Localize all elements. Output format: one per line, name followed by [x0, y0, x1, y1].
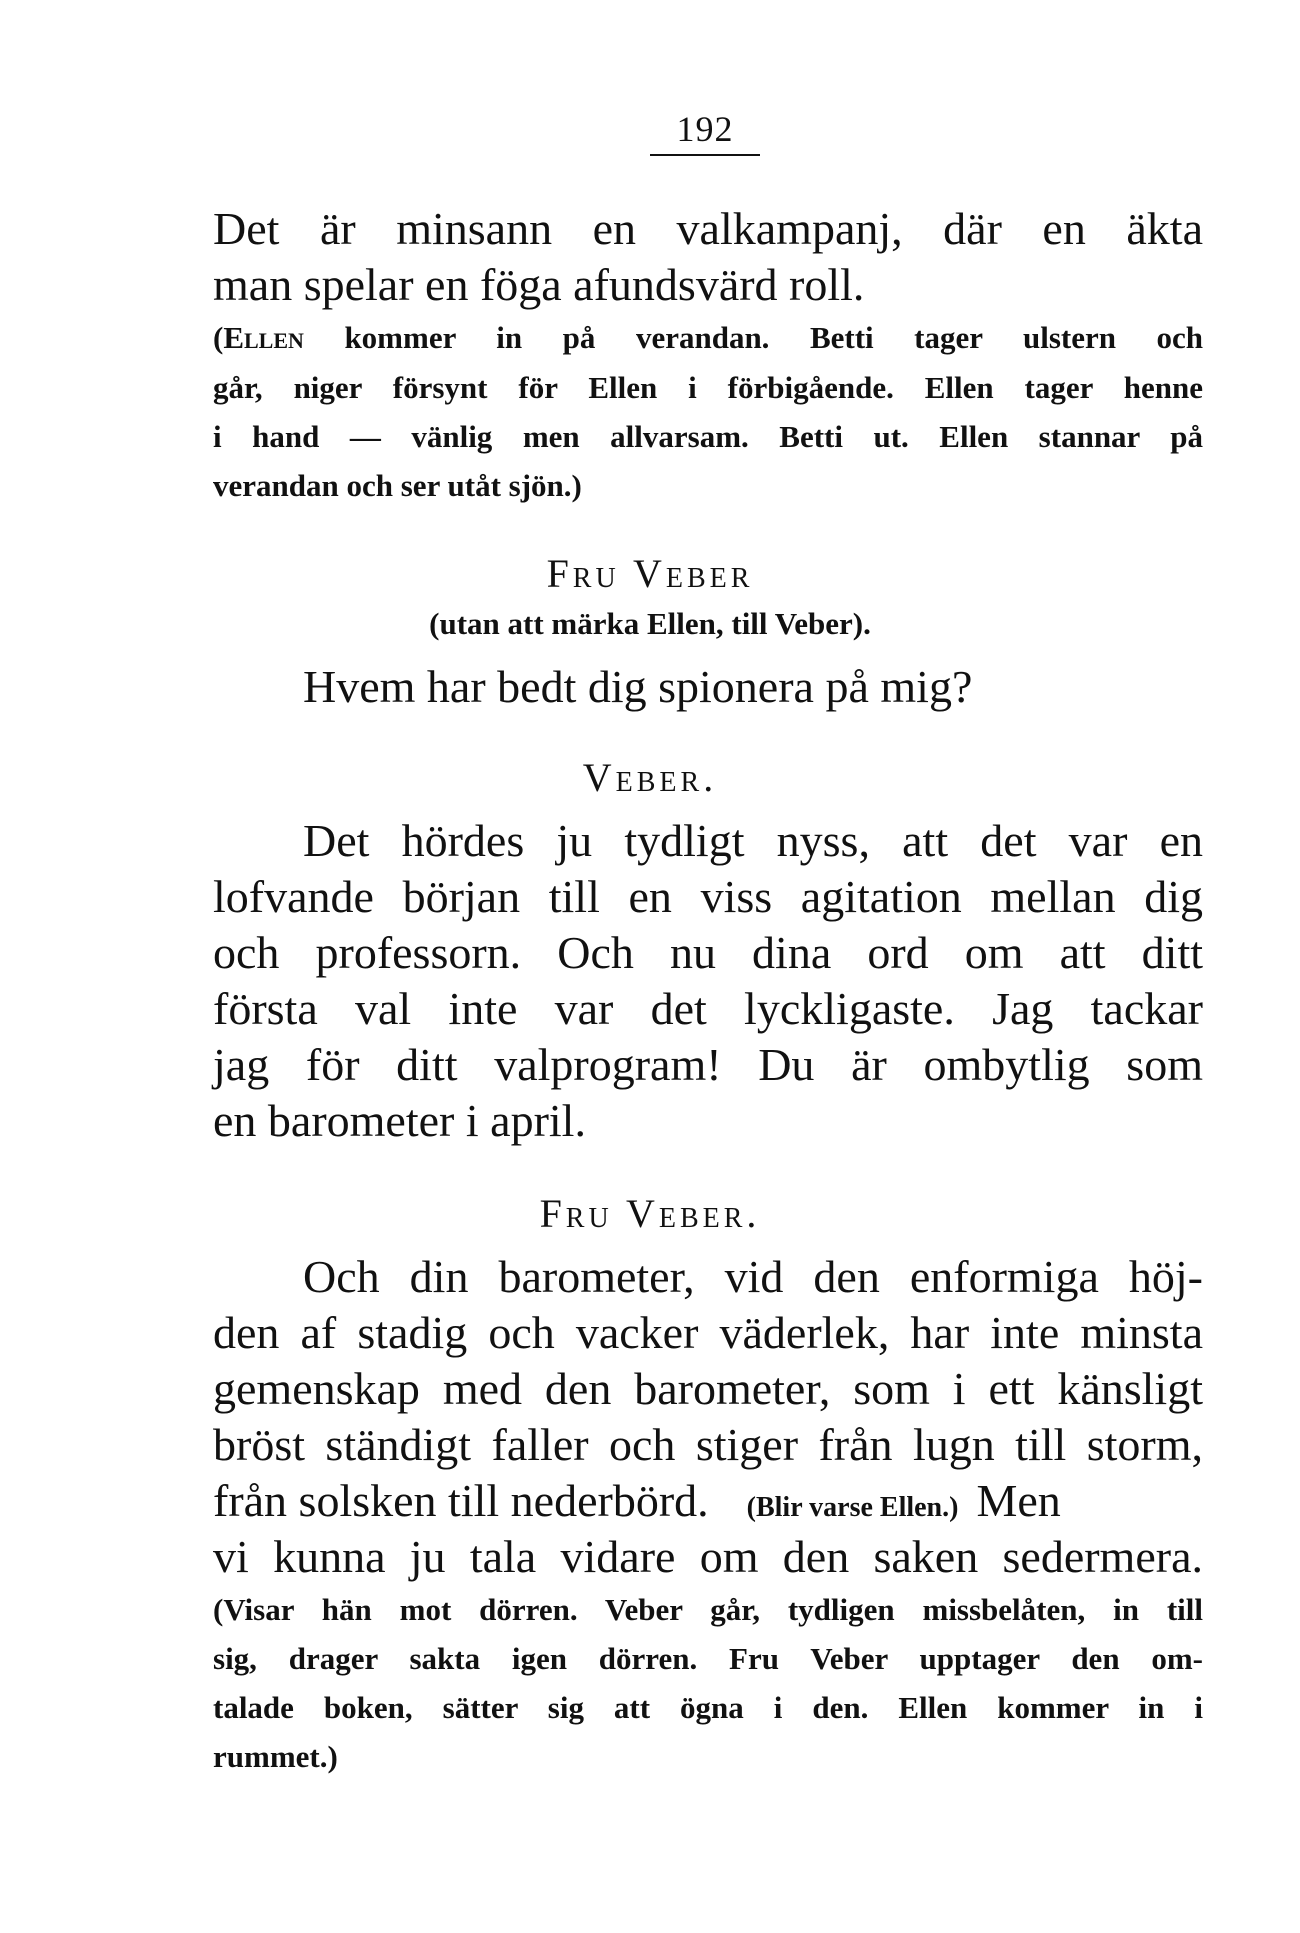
character-name: Ellen [223, 320, 304, 355]
stage-direction-line [213, 322, 1203, 353]
stage-direction-line: går, niger försynt för Ellen i förbigående. Ellen tager henne [213, 370, 1203, 405]
speech-text: från solsken till nederbörd. [213, 1475, 709, 1526]
speaker-name: Fru Veber. [539, 1191, 761, 1236]
text-line: man spelar en föga afundsvärd roll. [213, 259, 865, 310]
stage-direction-text: kommer in på verandan. Betti tager ulstern och [303, 320, 1203, 355]
page-number: 192 [650, 108, 760, 156]
stage-direction-line: i hand — vänlig men allvarsam. Betti ut. Ellen stannar på [213, 419, 1203, 454]
stage-direction-open: ( [213, 320, 224, 355]
speech-text: Men [976, 1475, 1061, 1526]
stage-direction-line: rummet.) [213, 1739, 338, 1774]
stage-direction-line: sig, drager sakta igen dörren. Fru Veber upptager den om- [213, 1641, 1203, 1676]
speech-line: bröst ständigt faller och stiger från lugn till storm, [213, 1419, 1203, 1470]
speech-line: den af stadig och vacker väderlek, har inte minsta [213, 1307, 1203, 1358]
speaker-name: Veber. [582, 755, 718, 800]
speaker-name: Fru Veber [546, 551, 754, 596]
stage-direction-line: (Visar hän mot dörren. Veber går, tydligen missbelåten, in till [213, 1592, 1203, 1627]
speech-line: och professorn. Och nu dina ord om att ditt [213, 927, 1203, 978]
text-line: Det är minsann en valkampanj, där en äkta [213, 203, 1203, 254]
speech-line: vi kunna ju tala vidare om den saken sedermera. [213, 1531, 1203, 1582]
stage-direction: (utan att märka Ellen, till Veber). [429, 606, 871, 641]
stage-direction-line: verandan och ser utåt sjön.) [213, 468, 582, 503]
speech-line: Och din barometer, vid den enformiga höj- [303, 1251, 1203, 1302]
speech-line [213, 1475, 1203, 1526]
stage-direction-line: talade boken, sätter sig att ögna i den. Ellen kommer in i [213, 1690, 1203, 1725]
speech-line: en barometer i april. [213, 1095, 586, 1146]
inline-stage-direction: (Blir varse Ellen.) [746, 1492, 959, 1523]
speech-line: lofvande början till en viss agitation mellan dig [213, 871, 1203, 922]
speech-line: första val inte var det lyckligaste. Jag tackar [213, 983, 1203, 1034]
speech-line: Det hördes ju tydligt nyss, att det var en [303, 815, 1203, 866]
speech-line: jag för ditt valprogram! Du är ombytlig som [213, 1039, 1203, 1090]
speech-line: gemenskap med den barometer, som i ett känsligt [213, 1363, 1203, 1414]
speech-line: Hvem har bedt dig spionera på mig? [303, 661, 973, 712]
